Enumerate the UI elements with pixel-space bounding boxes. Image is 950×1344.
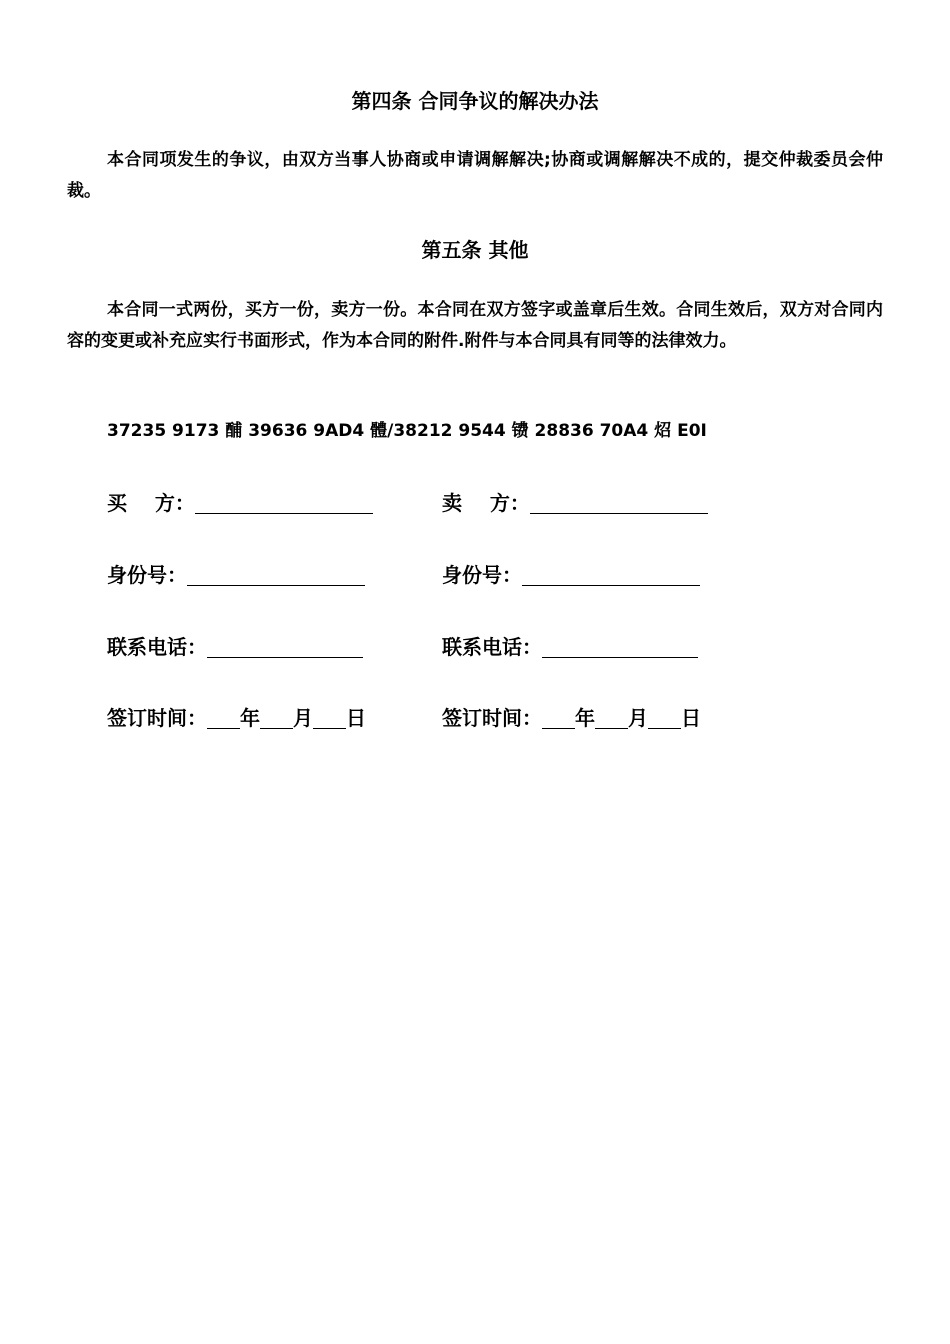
buyer-month-blank[interactable] [260, 706, 293, 729]
phone-row [0, 632, 950, 664]
seller-phone-label: 联系电话： [442, 635, 542, 659]
article5-body: 本合同一式两份，买方一份，卖方一份。本合同在双方签字或盖章后生效。合同生效后，双方对合同内容的变更或补充应实行书面形式，作为本合同的附件.附件与本合同具有同等的法律效力。 [67, 300, 883, 351]
buyer-phone-field [107, 632, 363, 662]
buyer-day-blank[interactable] [313, 706, 346, 729]
seller-label: 卖 方： [442, 491, 530, 515]
seller-month-blank[interactable] [595, 706, 628, 729]
seller-id-label: 身份号： [442, 563, 522, 587]
seller-phone-field [442, 632, 698, 662]
buyer-id-blank[interactable] [187, 563, 365, 586]
encoded-text-line: 37235 9173 酺 39636 9AD4 體/38212 9544 镄 28836 70A4 炤 E0I [107, 421, 707, 441]
buyer-date-label: 签订时间： [107, 706, 207, 730]
buyer-phone-label: 联系电话： [107, 635, 207, 659]
seller-year-unit: 年 [575, 706, 595, 730]
date-row [0, 703, 950, 735]
seller-year-blank[interactable] [542, 706, 575, 729]
buyer-month-unit: 月 [293, 706, 313, 730]
buyer-id-label: 身份号： [107, 563, 187, 587]
seller-month-unit: 月 [628, 706, 648, 730]
article5-heading: 第五条 其他 [421, 238, 529, 262]
buyer-day-unit: 日 [346, 706, 366, 730]
id-row [0, 560, 950, 592]
buyer-year-blank[interactable] [207, 706, 240, 729]
seller-date-field [442, 703, 701, 733]
seller-date-label: 签订时间： [442, 706, 542, 730]
buyer-field [107, 488, 373, 518]
seller-id-field [442, 560, 700, 590]
seller-phone-blank[interactable] [542, 635, 698, 658]
buyer-id-field [107, 560, 365, 590]
party-row [0, 488, 950, 520]
seller-day-unit: 日 [681, 706, 701, 730]
buyer-date-field [107, 703, 366, 733]
seller-field [442, 488, 708, 518]
article4-heading: 第四条 合同争议的解决办法 [351, 89, 599, 113]
buyer-phone-blank[interactable] [207, 635, 363, 658]
buyer-year-unit: 年 [240, 706, 260, 730]
buyer-label: 买 方： [107, 491, 195, 515]
seller-id-blank[interactable] [522, 563, 700, 586]
seller-blank[interactable] [530, 491, 708, 514]
article4-body: 本合同项发生的争议，由双方当事人协商或申请调解解决;协商或调解解决不成的，提交仲裁委员会仲裁。 [67, 150, 883, 201]
buyer-blank[interactable] [195, 491, 373, 514]
seller-day-blank[interactable] [648, 706, 681, 729]
